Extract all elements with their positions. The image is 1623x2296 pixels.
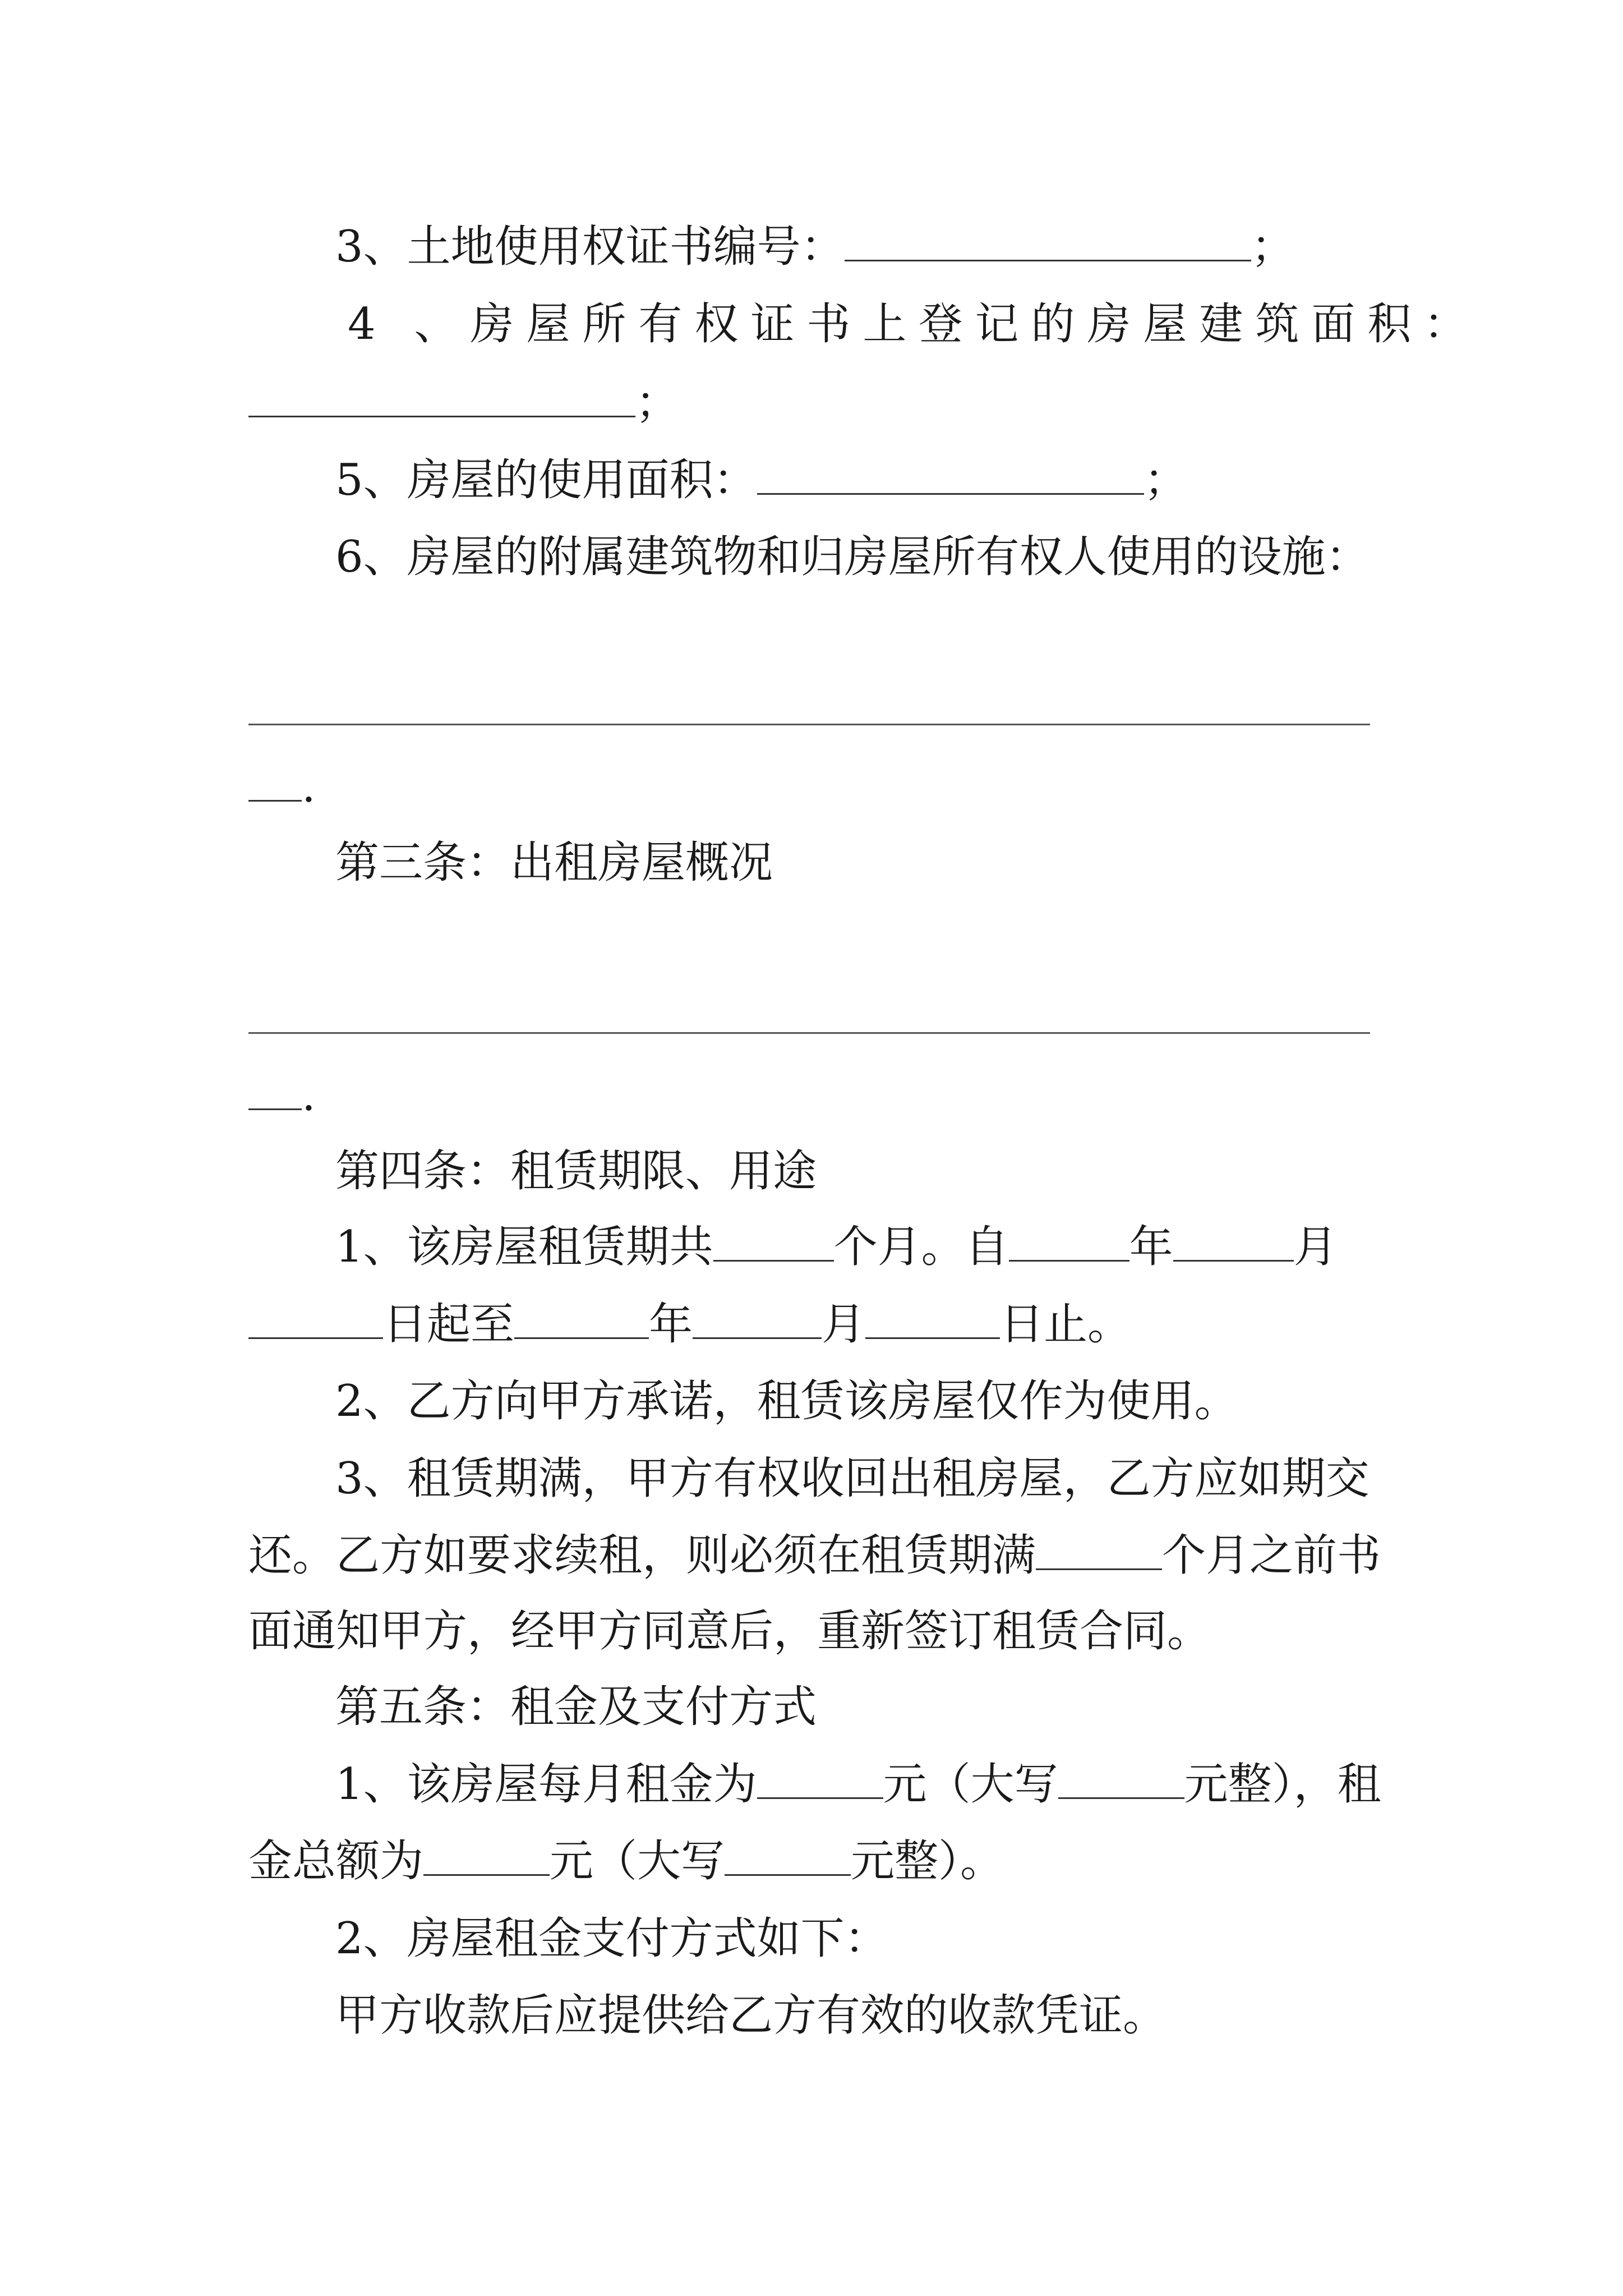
article-3-heading xyxy=(335,836,773,890)
item-6-text: 6、房屋的附属建筑物和归房屋所有权人使用的设施： xyxy=(335,532,1370,582)
clause-4-3-line-2 xyxy=(248,1529,1381,1582)
clause-5-2 xyxy=(335,1912,888,1966)
item-4-text: 4 、房屋所有权证书上登记的房屋建筑面积： xyxy=(348,299,1480,349)
overview-blank-end xyxy=(248,1069,316,1122)
monthly-rent-capital-blank[interactable] xyxy=(1058,1763,1184,1799)
article-5-title: 第五条：租金及支付方式 xyxy=(335,1682,817,1732)
clause-4-3-line-1 xyxy=(335,1452,1370,1506)
rent-total-start: 元整），租 xyxy=(1184,1759,1381,1810)
monthly-rent-blank[interactable] xyxy=(757,1763,883,1799)
clause-5-3 xyxy=(335,1989,1166,2042)
lease-term-text: 1、该房屋租赁期共 xyxy=(335,1222,713,1272)
item-3-line xyxy=(335,220,1295,274)
article-4-title: 第四条：租赁期限、用途 xyxy=(335,1146,817,1197)
renewal-text-end: 个月之前书 xyxy=(1162,1530,1381,1581)
item-5-text: 5、房屋的使用面积： xyxy=(335,455,757,505)
lease-months-blank[interactable] xyxy=(713,1225,834,1262)
end-day-blank[interactable] xyxy=(865,1303,1000,1339)
facilities-blank-stub[interactable] xyxy=(248,765,302,802)
month-label: 月 xyxy=(1293,1222,1338,1272)
facilities-period: . xyxy=(302,762,316,812)
overview-period: . xyxy=(302,1070,316,1121)
item-4-line xyxy=(348,297,1479,351)
facilities-blank-end xyxy=(248,760,316,814)
start-year-blank[interactable] xyxy=(1009,1225,1129,1262)
article-5-heading xyxy=(335,1680,817,1734)
total-rent-text: 金总额为 xyxy=(248,1836,424,1887)
start-day-blank[interactable] xyxy=(248,1303,383,1339)
overview-blank-stub[interactable] xyxy=(248,1074,302,1110)
clause-5-2-text: 2、房屋租金支付方式如下： xyxy=(335,1913,888,1964)
total-rent-end: 元整）。 xyxy=(851,1836,1004,1887)
clause-4-3-text-3: 面通知甲方，经甲方同意后，重新签订租赁合同。 xyxy=(248,1606,1211,1657)
clause-4-2 xyxy=(335,1374,1238,1428)
item-5-end: ； xyxy=(1144,455,1188,505)
article-4-heading xyxy=(335,1144,817,1198)
until-text: 日起至 xyxy=(383,1299,515,1350)
usable-area-blank[interactable] xyxy=(757,458,1144,495)
item-4-continuation xyxy=(248,376,679,430)
monthly-rent-text: 1、该房屋每月租金为 xyxy=(335,1759,757,1810)
clause-5-1-line-1 xyxy=(335,1757,1381,1811)
building-area-blank[interactable] xyxy=(248,381,635,417)
renewal-notice-months-blank[interactable] xyxy=(1036,1534,1162,1570)
overview-blank-line[interactable] xyxy=(248,1032,1370,1034)
total-rent-capital-blank[interactable] xyxy=(725,1839,851,1876)
facilities-blank-line[interactable] xyxy=(248,724,1370,725)
renewal-text: 还。乙方如要求续租，则必须在租赁期满 xyxy=(248,1530,1036,1581)
end-day-label: 日止。 xyxy=(1000,1299,1132,1350)
item-6-line xyxy=(335,530,1370,584)
end-year-label: 年 xyxy=(649,1299,693,1350)
item-5-line xyxy=(335,453,1188,507)
clause-5-3-text: 甲方收款后应提供给乙方有效的收款凭证。 xyxy=(335,1990,1167,2041)
capital-label: 元（大写 xyxy=(883,1759,1058,1810)
from-text: 个月。自 xyxy=(833,1222,1009,1272)
clause-4-1-line-1 xyxy=(335,1220,1338,1274)
clause-4-3-line-3 xyxy=(248,1604,1211,1658)
clause-4-3-text-1: 3、租赁期满，甲方有权收回出租房屋，乙方应如期交 xyxy=(335,1453,1370,1504)
article-3-title: 第三条：出租房屋概况 xyxy=(335,838,773,888)
item-4-end: ； xyxy=(635,378,680,428)
item-3-end: ； xyxy=(1251,222,1295,272)
total-rent-blank[interactable] xyxy=(423,1839,550,1876)
clause-4-2-text: 2、乙方向甲方承诺，租赁该房屋仅作为使用。 xyxy=(335,1376,1238,1427)
end-month-blank[interactable] xyxy=(693,1303,822,1339)
clause-4-1-line-2 xyxy=(248,1297,1131,1351)
clause-5-1-line-2 xyxy=(248,1834,1004,1888)
item-3-text: 3、土地使用权证书编号： xyxy=(335,222,845,272)
land-cert-number-blank[interactable] xyxy=(845,225,1251,261)
start-month-blank[interactable] xyxy=(1173,1225,1294,1262)
end-year-blank[interactable] xyxy=(514,1303,649,1339)
year-label: 年 xyxy=(1129,1222,1173,1272)
end-month-label: 月 xyxy=(822,1299,866,1350)
total-capital-label: 元（大写 xyxy=(550,1836,725,1887)
